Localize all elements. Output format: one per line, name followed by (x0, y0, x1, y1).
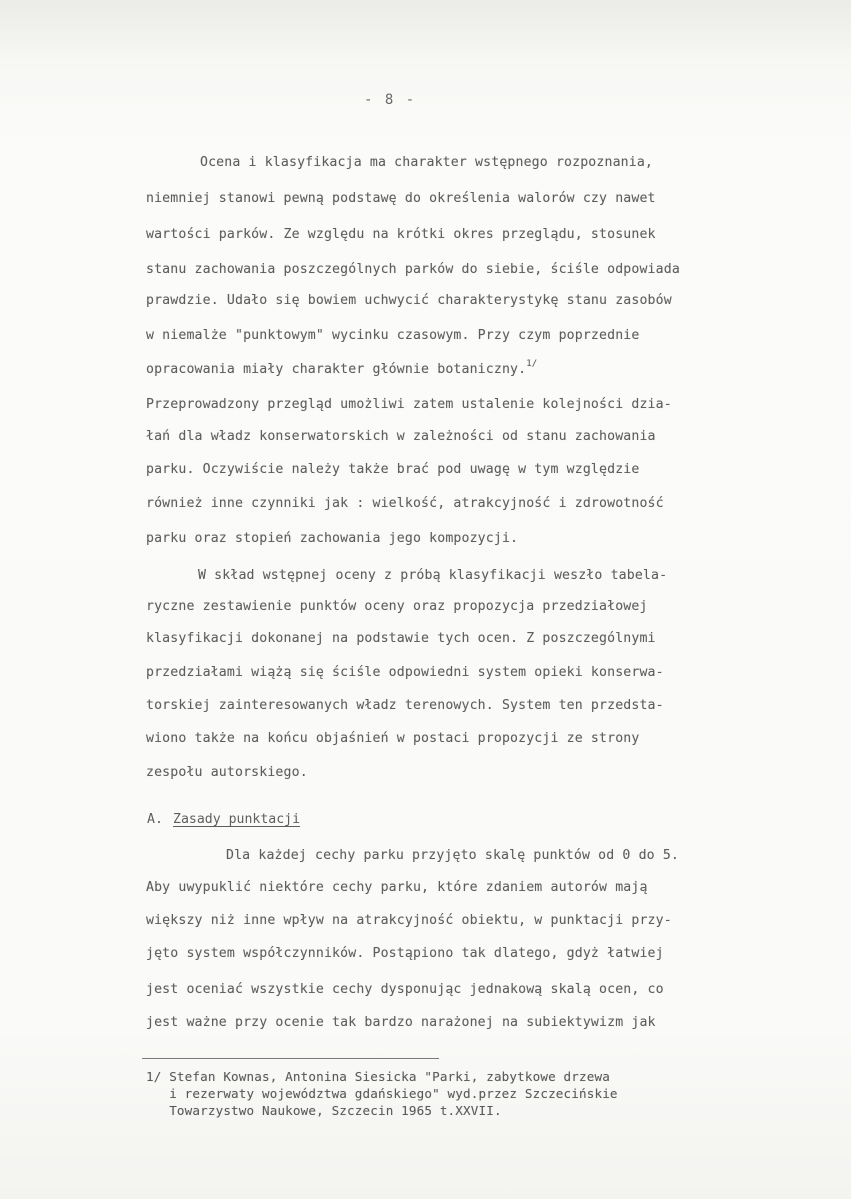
text-line: Aby uwypuklić niektóre cechy parku, które zdaniem autorów mają (146, 880, 648, 895)
text-line: stanu zachowania poszczególnych parków do siebie, ściśle odpowiada (146, 262, 680, 277)
text-line: Dla każdej cechy parku przyjęto skalę punktów od 0 do 5. (226, 848, 680, 863)
footnote-marker: 1/ (526, 359, 538, 369)
footnote-line: i rezerwaty województwa gdańskiego" wyd.przez Szczecińskie (146, 1086, 618, 1101)
text-line: parku oraz stopień zachowania jego kompozycji. (146, 531, 519, 546)
text-line: większy niż inne wpływ na atrakcyjność obiektu, w punktacji przy- (146, 913, 672, 928)
footnote-separator (142, 1058, 439, 1059)
scan-shading (0, 0, 851, 60)
text-line-with-footnote (146, 359, 538, 377)
text-line: prawdzie. Udało się bowiem uchwycić charakterystykę stanu zasobów (146, 293, 672, 308)
footnote-line: Towarzystwo Naukowe, Szczecin 1965 t.XXVII. (146, 1103, 502, 1118)
text-line: łań dla władz konserwatorskich w zależności od stanu zachowania (146, 429, 656, 444)
text-line: Przeprowadzony przegląd umożliwi zatem ustalenie kolejności dzia- (146, 397, 672, 412)
text-line: ryczne zestawienie punktów oceny oraz propozycja przedziałowej (146, 599, 648, 614)
section-letter: A. (147, 812, 163, 827)
text-line: jęto system współczynników. Postąpiono tak dlatego, gdyż łatwiej (146, 946, 664, 961)
section-title: Zasady punktacji (173, 812, 301, 827)
text-line: klasyfikacji dokonanej na podstawie tych ocen. Z poszczególnymi (146, 631, 656, 646)
text-line: jest ważne przy ocenie tak bardzo narażonej na subiektywizm jak (146, 1015, 656, 1030)
text-line: torskiej zainteresowanych władz terenowych. System ten przedsta- (146, 698, 664, 713)
text-line: wiono także na końcu objaśnień w postaci propozycji ze strony (146, 731, 640, 746)
text-line: zespołu autorskiego. (146, 765, 308, 780)
text-line: wartości parków. Ze względu na krótki okres przeglądu, stosunek (146, 227, 656, 242)
text-line: w niemalże "punktowym" wycinku czasowym. Przy czym poprzednie (146, 328, 640, 343)
text-line: W skład wstępnej oceny z próbą klasyfikacji weszło tabela- (198, 568, 668, 583)
text-line: niemniej stanowi pewną podstawę do określenia walorów czy nawet (146, 191, 656, 206)
footnote-line: 1/ Stefan Kownas, Antonina Siesicka "Parki, zabytkowe drzewa (146, 1069, 610, 1084)
text-line: Ocena i klasyfikacja ma charakter wstępnego rozpoznania, (200, 155, 654, 170)
text-line: opracowania miały charakter głównie botaniczny. (146, 362, 527, 377)
text-line: parku. Oczywiście należy także brać pod uwagę w tym względzie (146, 462, 640, 477)
page-number: - 8 - (364, 92, 417, 108)
text-line: również inne czynniki jak : wielkość, atrakcyjność i zdrowotność (146, 496, 664, 511)
text-line: przedziałami wiążą się ściśle odpowiedni system opieki konserwa- (146, 665, 664, 680)
text-line: jest oceniać wszystkie cechy dysponując jednakową skalą ocen, co (146, 982, 664, 997)
